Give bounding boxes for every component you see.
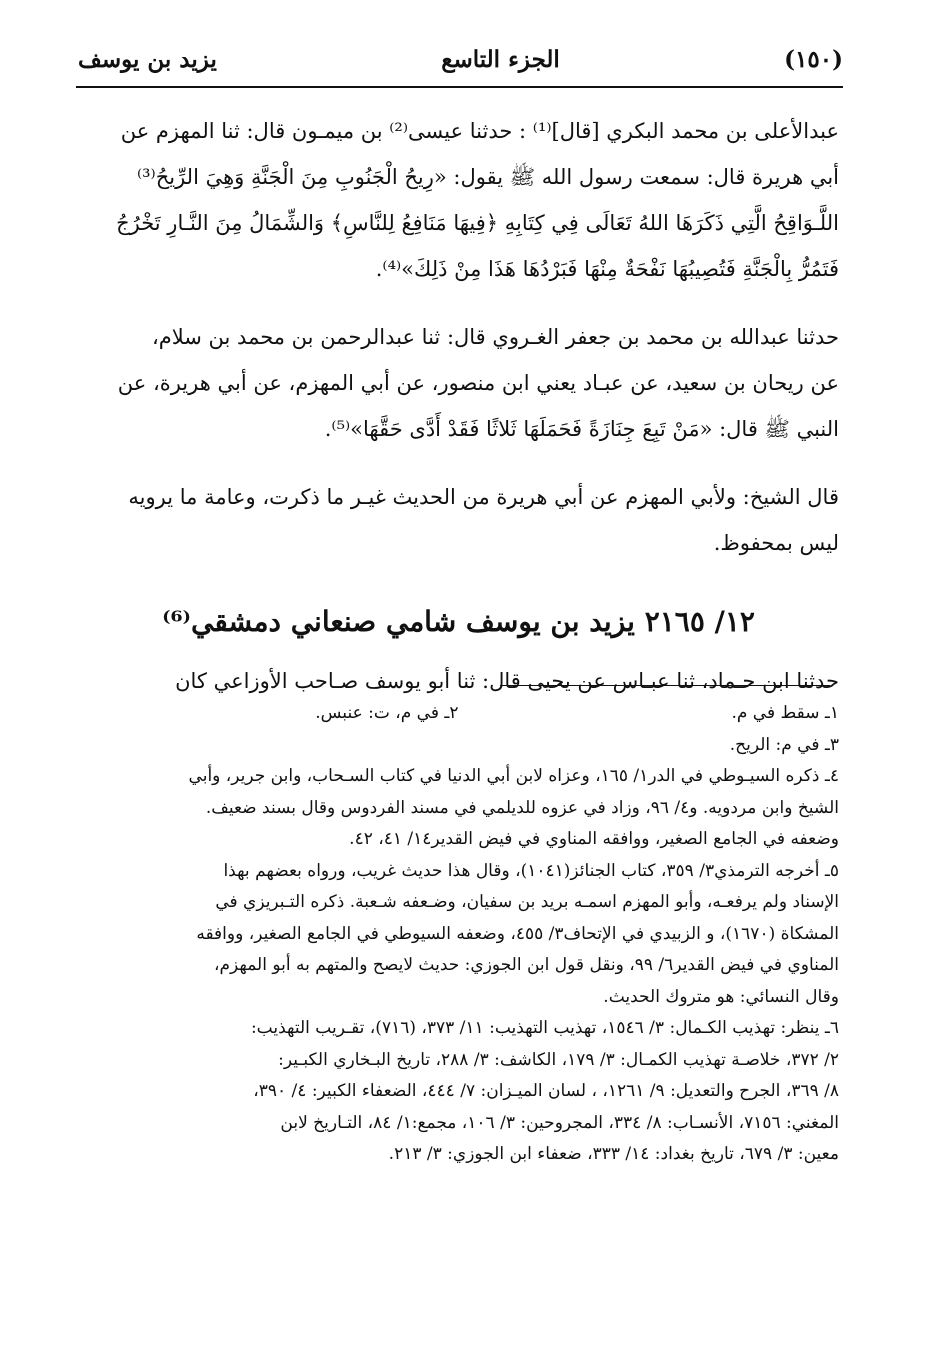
footnote-4-line: الشيخ وابن مردويه. و٤/ ٩٦، وزاد في عزوه للديلمي في مسند الفردوس وقال بسند ضعيف. — [205, 797, 839, 818]
page-number: (١٥٠) — [784, 45, 843, 73]
footnote-row — [78, 698, 839, 730]
footnote-6-line: معين: ٣/ ٦٧٩، تاريخ بغداد: ١٤/ ٣٣٣، ضعفاء ابن الجوزي: ٣/ ٢١٣. — [388, 1144, 839, 1164]
text-line: عبدالأعلى بن محمد البكري [قال]⁽¹⁾ : حدثنا عيسى⁽²⁾ بن ميمـون قال: ثنا المهزم عن — [120, 119, 839, 143]
footnote-5-line: المشكاة (١٦٧٠)، و الزبيدي في الإتحاف٣/ ٤٥٥، وضعفه السيوطي في الجامع الصغير، ووافقه — [196, 923, 839, 944]
footnote-3: ٣ـ في م: الريح. — [729, 734, 839, 755]
text-line: فَتَمُرُّ بِالْجَنَّةِ فَتُصِيبُهَا نَفْحَةٌ مِنْهَا فَبَرْدُهَا هَذَا مِنْ ذَلِكَ»⁽⁴⁾. — [375, 257, 839, 281]
footnote-6-line: ٨/ ٣٦٩، الجرح والتعديل: ٩/ ١٢٦١، ، لسان الميـزان: ٧/ ٤٤٤، الضعفاء الكبير: ٤/ ٣٩٠، — [253, 1081, 839, 1101]
paragraph-hadith-funeral — [78, 314, 839, 452]
footnote-5-line: ٥ـ أخرجه الترمذي٣/ ٣٥٩، كتاب الجنائز(١٠٤١)، وقال هذا حديث غريب، ورواه بعضهم بهذا — [223, 860, 839, 881]
entry-text: حدثنا ابن حـماد، ثنا عبـاس عن يحيى قال: ثنا أبو يوسف صـاحب الأوزاعي كان — [175, 669, 839, 693]
text-line: ليس بمحفوظ. — [713, 531, 839, 555]
footnote-5-line: المناوي في فيض القدير٦/ ٩٩، ونقل قول ابن الجوزي: حديث لايصح والمتهم به أبو المهزم، — [214, 955, 839, 975]
main-text — [78, 108, 839, 704]
footnote-divider — [500, 685, 830, 686]
header-divider — [76, 86, 843, 88]
footnote-4-line: ٤ـ ذكره السيـوطي في الدر١/ ١٦٥، وعزاه لابن أبي الدنيا في كتاب السـحاب، وابن جرير، وأبي — [188, 766, 839, 786]
text-line: عن ريحان بن سعيد، عن عبـاد يعني ابن منصور، عن أبي المهزم، عن أبي هريرة، عن — [117, 371, 839, 395]
section-title: يزيد بن يوسف — [78, 45, 217, 73]
part-title: الجزء التاسع — [441, 45, 560, 73]
footnote-1: ١ـ سقط في م. — [731, 703, 839, 723]
text-line: اللَّـوَاقِحُ الَّتِي ذَكَرَهَا اللهُ تَعَالَى فِي كِتَابِهِ ﴿فِيهَا مَنَافِعُ لِلنَّاسِ﴾ وَالشِّمَالُ مِنَ النَّـارِ تَخْرُجُ — [116, 211, 839, 235]
paragraph-hadith-wind — [78, 108, 839, 292]
footnote-6-line: ٢/ ٣٧٢، خلاصـة تهذيب الكمـال: ٣/ ١٧٩، الكاشف: ٣/ ٢٨٨، تاريخ البـخاري الكبـير: — [278, 1049, 839, 1070]
running-header — [78, 38, 843, 80]
paragraph-sheikh-comment — [78, 474, 839, 566]
text-line: قال الشيخ: ولأبي المهزم عن أبي هريرة من الحديث غيـر ما ذكرت، وعامة ما يرويه — [128, 485, 839, 509]
footnote-5-line: وقال النسائي: هو متروك الحديث. — [603, 986, 839, 1007]
text-line: أبي هريرة قال: سمعت رسول الله ﷺ يقول: «رِيحُ الْجَنُوبِ مِنَ الْجَنَّةِ وَهِيَ الرِّيحُ⁽³⁾ — [136, 165, 839, 189]
footnotes — [78, 698, 839, 1171]
footnote-6-line: ٦ـ ينظر: تهذيب الكـمال: ٣/ ١٥٤٦، تهذيب التهذيب: ١١/ ٣٧٣، (٧١٦)، تقـريب التهذيب: — [250, 1018, 839, 1038]
footnote-5-line: الإسناد ولم يرفعـه، وأبو المهزم اسمـه بريد بن سفيان، وضـعفه شـعبة. ذكره التـبريزي في — [215, 892, 839, 912]
footnote-2: ٢ـ في م، ت: عنبس. — [315, 703, 459, 723]
text-line: حدثنا عبدالله بن محمد بن جعفر الغـروي قال: ثنا عبدالرحمن بن محمد بن سلام، — [151, 325, 839, 349]
footnote-4-line: وضعفه في الجامع الصغير، ووافقه المناوي في فيض القدير١٤/ ٤١، ٤٢. — [349, 829, 839, 849]
footnote-6-line: المغني: ٧١٥٦، الأنسـاب: ٨/ ٣٣٤، المجروحين: ٣/ ١٠٦، مجمع:١/ ٨٤، التـاريخ لابن — [280, 1112, 839, 1133]
text-line: النبي ﷺ قال: «مَنْ تَبِعَ جِنَازَةً فَحَمَلَهَا ثَلاثًا فَقَدْ أَدَّى حَقَّهَا»⁽⁵⁾. — [324, 417, 839, 441]
entry-heading: ١٢/ ٢١٦٥ يزيد بن يوسف شامي صنعاني دمشقي⁽⁶⁾ — [162, 605, 755, 638]
